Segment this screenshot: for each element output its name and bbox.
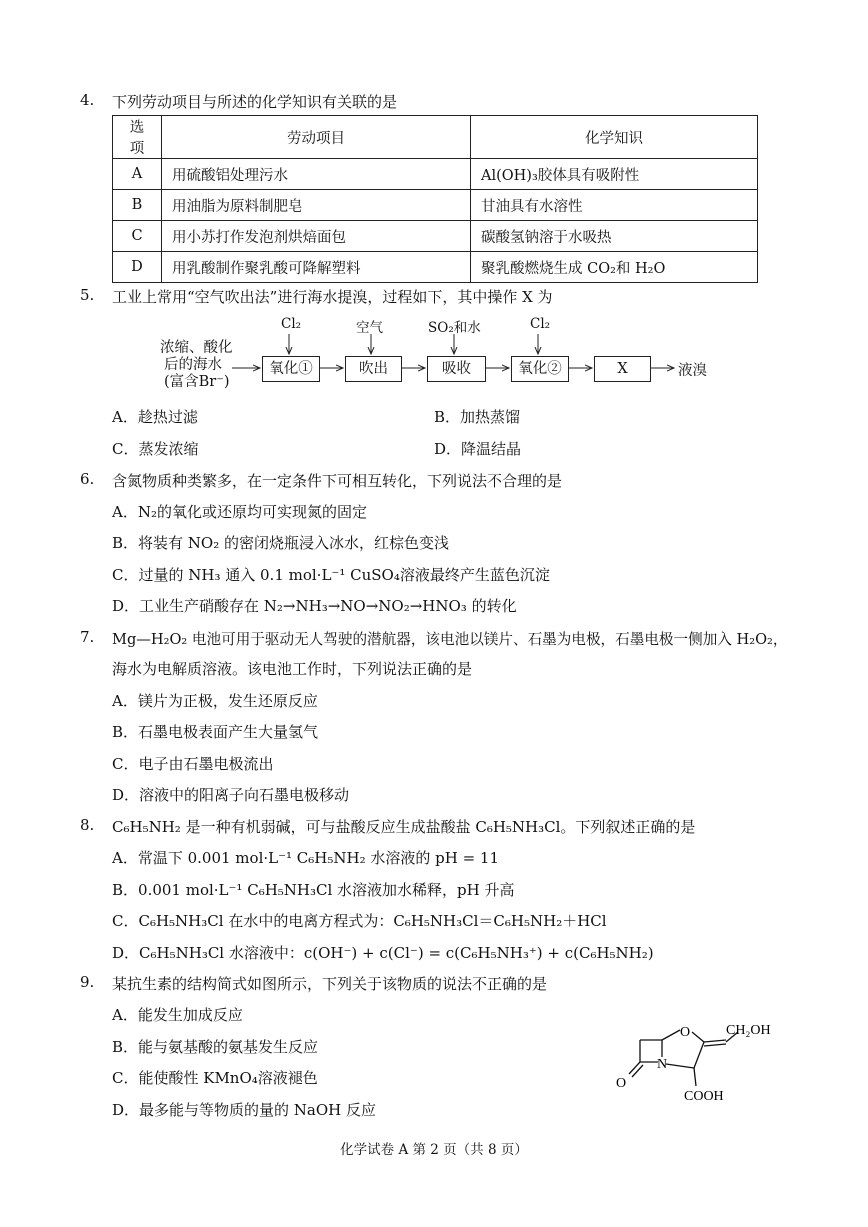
table-cell-labor: 用硫酸铝处理污水 [162, 159, 471, 190]
question-number: 6. [80, 470, 95, 488]
question-stem: 下列劳动项目与所述的化学知识有关联的是 [112, 93, 398, 111]
structure-label-ch2oh: CH₂OH [726, 1023, 771, 1038]
question-stem: C₆H₅NH₂ 是一种有机弱碱，可与盐酸反应生成盐酸盐 C₆H₅NH₃Cl。下列叙述正确的是 [112, 818, 696, 836]
question-number: 9. [80, 973, 95, 991]
table-cell-labor: 用油脂为原料制肥皂 [162, 190, 471, 221]
table-header: 选项 [113, 116, 162, 159]
question-number: 8. [80, 816, 95, 834]
question-number: 7. [80, 628, 95, 646]
option: B．石墨电极表面产生大量氢气 [112, 723, 319, 741]
flow-step-oxidation-1: 氧化① [262, 356, 320, 382]
question-stem-cont: 海水为电解质溶液。该电池工作时，下列说法正确的是 [112, 660, 473, 678]
structure-label-n: N [657, 1057, 668, 1072]
question-stem: 含氮物质种类繁多，在一定条件下可相互转化，下列说法不合理的是 [112, 472, 563, 490]
flow-product: 液溴 [678, 363, 707, 379]
option: C．C₆H₅NH₃Cl 在水中的电离方程式为：C₆H₅NH₃Cl＝C₆H₅NH₂＋HCl [112, 912, 607, 930]
structure-diagram [600, 1020, 800, 1115]
table-cell-option: B [113, 190, 162, 221]
option: B．能与氨基酸的氨基发生反应 [112, 1038, 319, 1056]
option: B．将装有 NO₂ 的密闭烧瓶浸入冰水，红棕色变浅 [112, 534, 449, 552]
option: D．最多能与等物质的量的 NaOH 反应 [112, 1101, 377, 1119]
option: D．工业生产硝酸存在 N₂→NH₃→NO→NO₂→HNO₃ 的转化 [112, 597, 517, 615]
table-cell-option: A [113, 159, 162, 190]
flow-step-blowout: 吹出 [345, 356, 402, 382]
table-cell-chem: 聚乳酸燃烧生成 CO₂和 H₂O [471, 252, 758, 283]
table-cell-option: C [113, 221, 162, 252]
flow-step-absorb: 吸收 [427, 356, 486, 382]
option: C．电子由石墨电极流出 [112, 755, 274, 773]
table-cell-chem: 甘油具有水溶性 [471, 190, 758, 221]
table-header: 劳动项目 [162, 116, 471, 159]
question-stem: 某抗生素的结构简式如图所示，下列关于该物质的说法不正确的是 [112, 975, 548, 993]
page-footer: 化学试卷 A 第 2 页（共 8 页） [340, 1142, 528, 1158]
option: D．C₆H₅NH₃Cl 水溶液中：c(OH⁻) + c(Cl⁻) = c(C₆H₅NH₃⁺) + c(C₆H₅NH₂) [112, 944, 654, 962]
flow-step-oxidation-2: 氧化② [511, 356, 569, 382]
option: A．能发生加成反应 [112, 1006, 243, 1024]
option: B．加热蒸馏 [434, 408, 521, 426]
question-stem: 工业上常用“空气吹出法”进行海水提溴，过程如下，其中操作 X 为 [112, 288, 553, 306]
flow-source-line: 浓缩、酸化 [160, 340, 233, 356]
flow-step-x: X [594, 356, 651, 382]
option: B．0.001 mol·L⁻¹ C₆H₅NH₃Cl 水溶液加水稀释，pH 升高 [112, 881, 515, 899]
structure-label-o: O [616, 1076, 627, 1091]
table-header: 化学知识 [471, 116, 758, 159]
table-cell-chem: Al(OH)₃胶体具有吸附性 [471, 159, 758, 190]
option: C．过量的 NH₃ 通入 0.1 mol·L⁻¹ CuSO₄溶液最终产生蓝色沉淀 [112, 566, 550, 584]
question-number: 5. [80, 286, 95, 304]
table-cell-labor: 用乳酸制作聚乳酸可降解塑料 [162, 252, 471, 283]
option: A．常温下 0.001 mol·L⁻¹ C₆H₅NH₂ 水溶液的 pH = 11 [112, 849, 500, 867]
table-cell-chem: 碳酸氢钠溶于水吸热 [471, 221, 758, 252]
flow-source-line: 后的海水 [164, 357, 222, 373]
structure-label-cooh: COOH [684, 1089, 724, 1104]
option: A．镁片为正极，发生还原反应 [112, 692, 318, 710]
option: C．能使酸性 KMnO₄溶液褪色 [112, 1069, 318, 1087]
flow-reagent: Cl₂ [530, 316, 551, 332]
option: C．蒸发浓缩 [112, 440, 199, 458]
question-stem: Mg—H₂O₂ 电池可用于驱动无人驾驶的潜航器，该电池以镁片、石墨为电极，石墨电极一侧加入 H₂O₂， [112, 631, 788, 648]
option: D．溶液中的阳离子向石墨电极移动 [112, 786, 350, 804]
table-cell-labor: 用小苏打作发泡剂烘焙面包 [162, 221, 471, 252]
option: A．N₂的氧化或还原均可实现氮的固定 [112, 503, 367, 521]
option: D．降温结晶 [434, 440, 522, 458]
question-number: 4. [80, 91, 95, 109]
flow-reagent: Cl₂ [281, 316, 302, 332]
structure-label-o: O [680, 1025, 691, 1040]
option: A．趁热过滤 [112, 408, 198, 426]
table-cell-option: D [113, 252, 162, 283]
flow-source-line: (富含Br⁻) [164, 374, 230, 390]
flow-reagent: SO₂和水 [428, 320, 481, 336]
flow-reagent: 空气 [356, 320, 383, 336]
